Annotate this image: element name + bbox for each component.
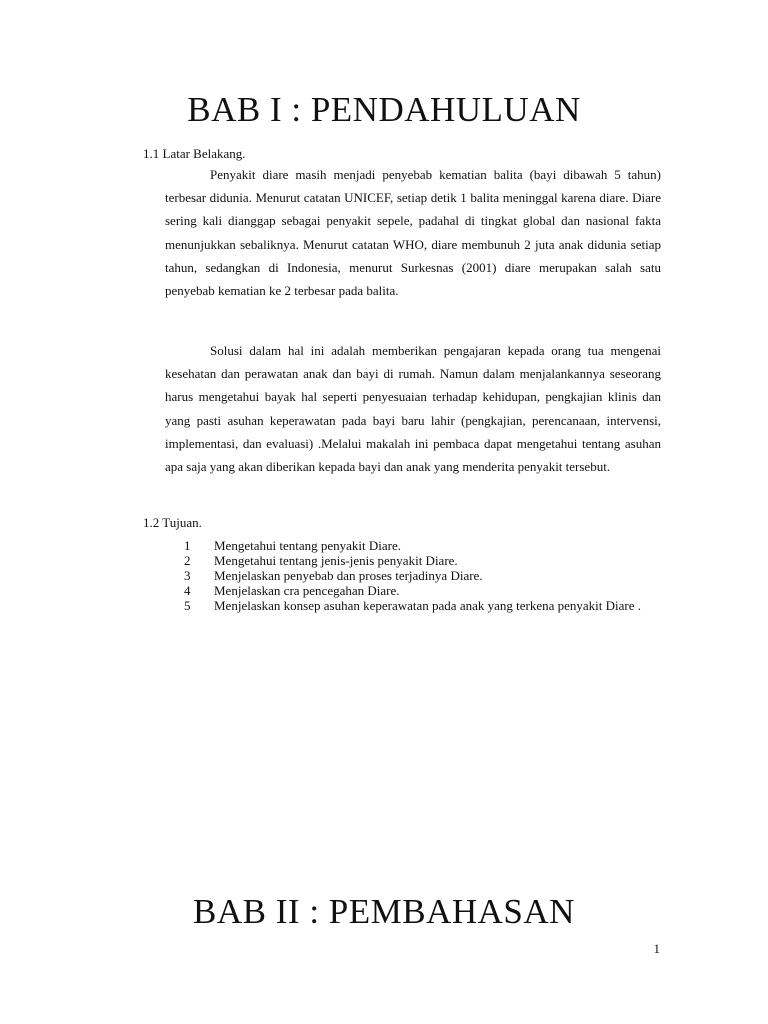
- list-item-text: Menjelaskan konsep asuhan keperawatan pada anak yang terkena penyakit Diare .: [214, 598, 642, 613]
- paragraph-background-2: Solusi dalam hal ini adalah memberikan pengajaran kepada orang tua mengenai kesehatan dan perawatan anak dan bayi di rumah. Namun dalam menjalankannya seseorang harus mengetahui bayak hal seperti penyesuaian terhadap kehidupan, pengkajian klinis dan yang pasti asuhan keperawatan pada bayi baru lahir (pengkajian, perencanaan, intervensi, implementasi, dan evaluasi) .Melalui makalah ini pembaca dapat mengetahui tentang asuhan apa saja yang akan diberikan kepada bayi dan anak yang menderita penyakit tersebut.: [165, 343, 661, 475]
- paragraph-background-1: Penyakit diare masih menjadi penyebab kematian balita (bayi dibawah 5 tahun) terbesar didunia. Menurut catatan UNICEF, setiap detik 1 balita meninggal karena diare. Diare sering kali dianggap sebagai penyakit sepele, padahal di tingkat global dan nasional fakta menunjukkan sebaliknya. Menurut catatan WHO, diare membunuh 2 juta anak didunia setiap tahun, sedangkan di Indonesia, menurut Surkesnas (2001) diare merupakan salah satu penyebab kematian ke 2 terbesar pada balita.: [165, 167, 661, 299]
- list-item-text: Mengetahui tentang jenis-jenis penyakit Diare.: [214, 553, 458, 568]
- page-number: 1: [653, 941, 660, 956]
- list-item-number: 1: [184, 538, 191, 553]
- list-item-number: 5: [184, 598, 191, 613]
- list-item-text: Menjelaskan penyebab dan proses terjadinya Diare.: [214, 568, 483, 583]
- list-item-number: 4: [184, 583, 191, 598]
- chapter-title: BAB I : PENDAHULUAN: [187, 90, 581, 129]
- list-item-number: 2: [184, 553, 191, 568]
- list-item: [184, 568, 661, 583]
- list-item-text: Menjelaskan cra pencegahan Diare.: [214, 583, 400, 598]
- list-item: [184, 538, 661, 553]
- list-item-text: Mengetahui tentang penyakit Diare.: [214, 538, 401, 553]
- section-heading-objectives: 1.2 Tujuan.: [143, 515, 202, 530]
- objectives-list: [184, 538, 661, 617]
- list-item: [184, 598, 661, 617]
- list-item: [184, 553, 661, 568]
- list-item-number: 3: [184, 568, 191, 583]
- section-heading-background: 1.1 Latar Belakang.: [143, 146, 246, 161]
- chapter-title: BAB II : PEMBAHASAN: [193, 892, 575, 931]
